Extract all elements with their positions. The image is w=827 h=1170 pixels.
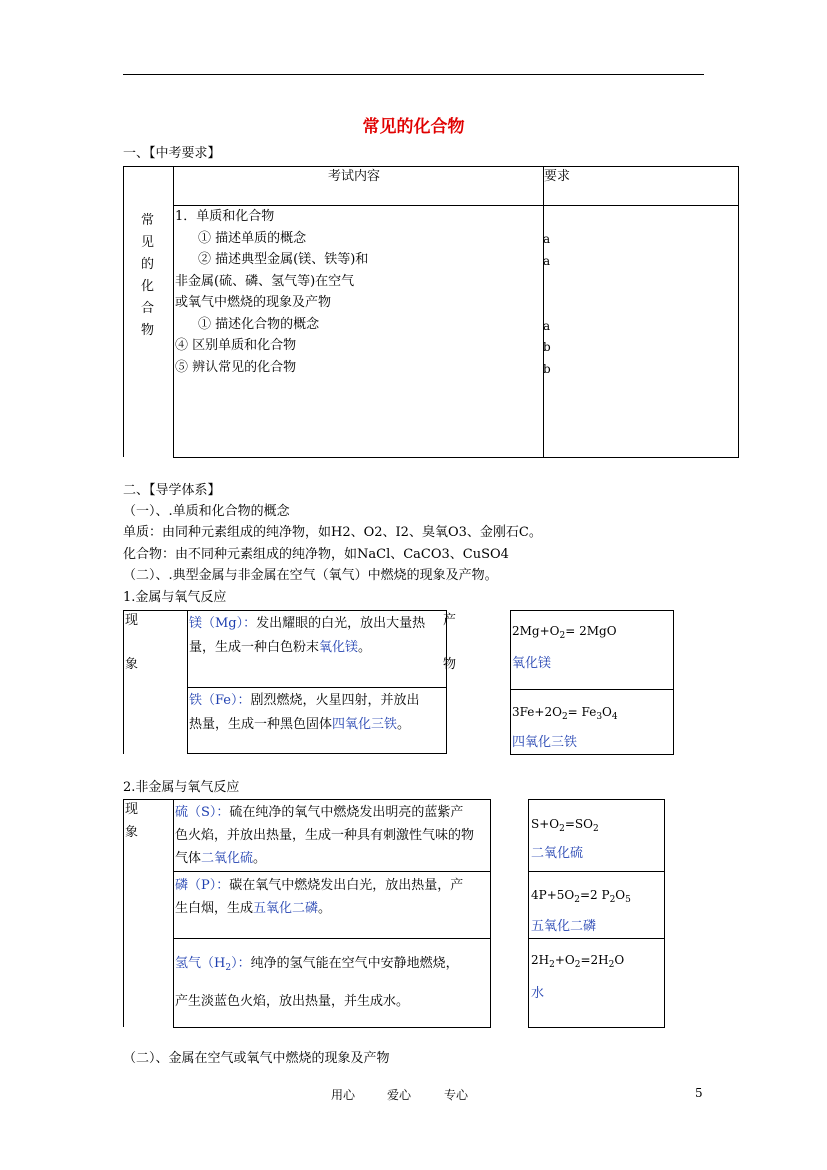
- content-item: 或氧气中燃烧的现象及产物: [175, 295, 332, 310]
- page-number: 5: [695, 1086, 703, 1100]
- h-description: 氢气$(H_2)$：纯净的氢气能在空气中安静地燃烧， 产生淡蓝色火焰，放出热量，并生成水。: [175, 956, 459, 1009]
- mg-description: 镁（Mg）：发出耀眼的白光，放出大量热 量，生成一种白色粉末氧化镁。: [189, 616, 426, 655]
- s-product: 二氧化硫: [531, 846, 584, 861]
- content-item: ② 描述典型金属(镁、铁等)和: [198, 252, 369, 267]
- req-value: a: [543, 254, 551, 268]
- fe-equation: $3Fe+2O_2= Fe_3O_4$: [512, 705, 618, 722]
- h-product: 水: [531, 986, 545, 1001]
- content-item: ① 描述单质的概念: [198, 230, 307, 246]
- fe-description: 铁（Fe）：剧烈燃烧，火星四射，并放出 热量，生成一种黑色固体四氧化三铁。: [189, 693, 420, 732]
- req-value: a: [543, 319, 551, 333]
- col-content-header: 考试内容: [328, 169, 381, 184]
- sub-heading-1: （一）、.单质和化合物的概念: [123, 504, 290, 519]
- definition-compound: 化合物：由不同种元素组成的纯净物，如NaCl、CaCO3、CuSO4: [123, 547, 509, 562]
- footer-motto-3: 专心: [444, 1088, 469, 1102]
- page-title: 常见的化合物: [362, 117, 465, 137]
- s-description: 硫（S）：硫在纯净的氧气中燃烧发出明亮的蓝紫产 色火焰，并放出热量，生成一种具有刺激性气味的物 气体二氧化硫。: [175, 805, 475, 866]
- fe-product: 四氧化三铁: [512, 735, 578, 750]
- content-item: ④ 区别单质和化合物: [175, 338, 297, 353]
- s-equation: $S+O_2=SO_2$: [531, 817, 599, 834]
- section2-heading: 二、【导学体系】: [123, 483, 221, 498]
- side-label: 常 见 的 化 合 物: [141, 213, 155, 338]
- footer-motto-1: 用心: [331, 1088, 356, 1102]
- section1-heading: 一、【中考要求】: [123, 146, 221, 161]
- p-equation: $4P+5O_2=2$ $P_2O_5$: [531, 888, 631, 905]
- req-value: b: [543, 340, 551, 354]
- content-item: 1．单质和化合物: [175, 209, 275, 224]
- sub-heading-2: （二）、.典型金属与非金属在空气（氧气）中燃烧的现象及产物。: [123, 568, 498, 583]
- content-item: ⑤ 辨认常见的化合物: [175, 359, 297, 375]
- content-item: 非金属(硫、磷、氢气等)在空气: [175, 273, 355, 289]
- definition-element: 单质：由同种元素组成的纯净物，如H2、O2、I2、臭氧O3、金刚石C。: [123, 525, 542, 540]
- col-req-header: 要求: [544, 169, 571, 184]
- content-item: ① 描述化合物的概念: [198, 316, 320, 332]
- mg-equation: $2Mg+O_2= 2MgO$: [512, 624, 617, 641]
- sub-heading-3: （二）、金属在空气或氧气中燃烧的现象及产物: [123, 1051, 390, 1066]
- p-description: 磷（P）：碳在氧气中燃烧发出白光，放出热量，产 生白烟，生成五氧化二磷。: [175, 878, 464, 916]
- req-value: a: [543, 232, 551, 246]
- footer-motto-2: 爱心: [387, 1088, 412, 1102]
- h-equation: $2H_2+O_2=2H_2O$: [531, 953, 625, 970]
- header-rule: [123, 74, 704, 75]
- req-value: b: [543, 362, 551, 376]
- p-product: 五氧化二磷: [531, 919, 597, 934]
- content-list: [175, 206, 368, 378]
- metal-heading: 1.金属与氧气反应: [123, 590, 227, 605]
- mg-product: 氧化镁: [512, 656, 552, 671]
- nonmetal-heading: 2.非金属与氧气反应: [123, 780, 240, 795]
